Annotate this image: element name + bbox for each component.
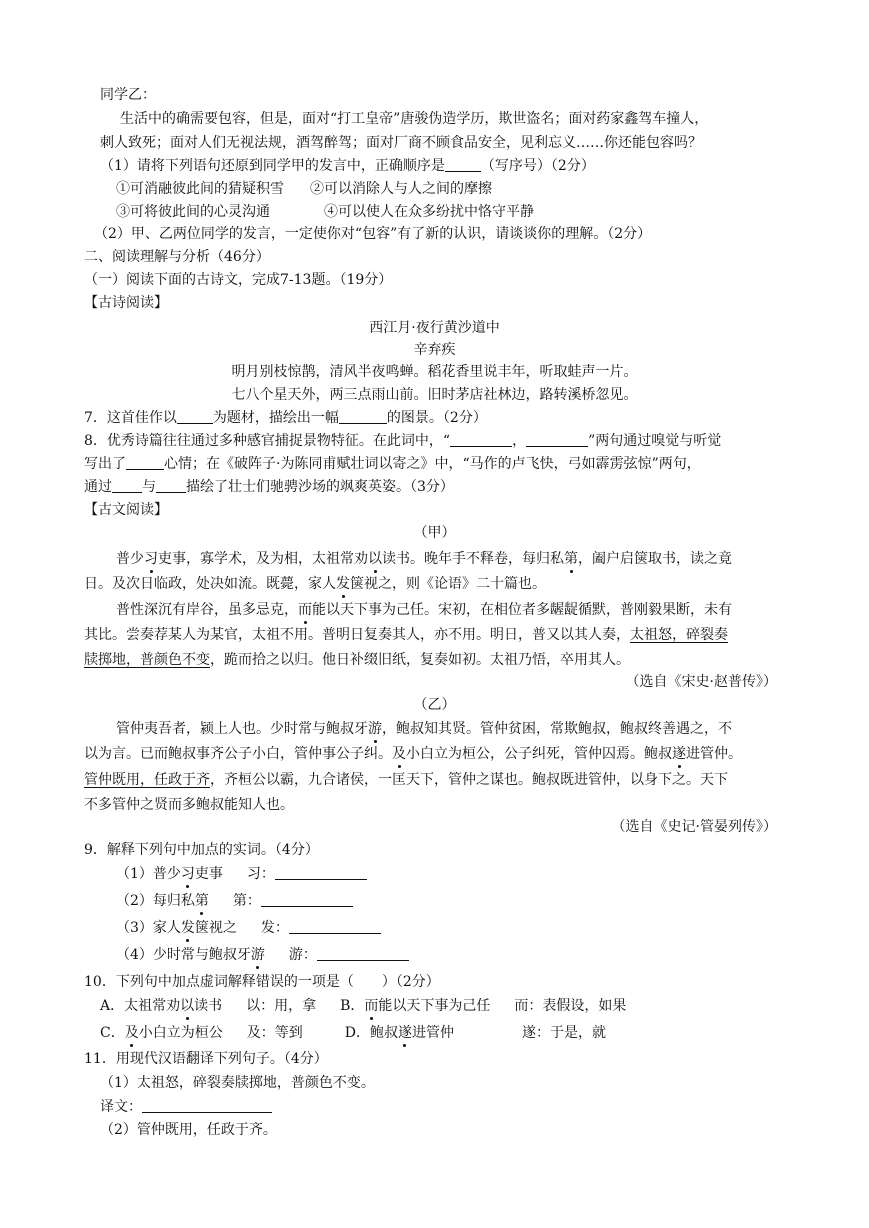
question-item: （3）家人发箧视之 发： bbox=[116, 919, 381, 937]
question-line: 11．用现代汉语翻译下列句子。（4分） bbox=[84, 1051, 328, 1067]
passage-line: 牍掷地，普颜色不变，跪而拾之以归。他日补缀旧纸，复奏如初。太祖乃悟，卒用其人。 bbox=[84, 652, 630, 668]
answer-blank[interactable] bbox=[261, 892, 353, 907]
poem-title: 西江月·夜行黄沙道中 bbox=[369, 320, 500, 336]
option-line: ①可消融彼此间的猜疑积雪 ②可以消除人与人之间的摩擦 bbox=[116, 181, 492, 197]
question-item: （2）管仲既用，任政于齐。 bbox=[100, 1122, 277, 1138]
answer-blank[interactable] bbox=[526, 432, 588, 447]
answer-blank[interactable] bbox=[177, 409, 213, 424]
speaker-label: 同学乙： bbox=[100, 87, 156, 103]
question-line: 8．优秀诗篇往往通过多种感官捕捉景物特征。在此词中，“ ， ”两句通过嗅觉与听觉 bbox=[84, 433, 722, 449]
passage-line: 普性深沉有岸谷，虽多忌克，而能以天下事为己任。宋初，在相位者多龌龊循默，普刚毅果断，未有 bbox=[116, 602, 732, 618]
dotted-char: 游 bbox=[368, 721, 382, 737]
dotted-char: 习 bbox=[144, 551, 158, 567]
source-note: （选自《史记·管晏列传》） bbox=[611, 819, 777, 835]
passage-line: 以为言。已而鲍叔事齐公子小白，管仲事公子纠。及小白立为桓公，公子纠死，管仲囚焉。鲍叔遂进管仲。 bbox=[84, 746, 742, 762]
question-line: 10．下列句中加点虚词解释错误的一项是（ ）（2分） bbox=[84, 974, 440, 990]
poem-line: 明月别枝惊鹊，清风半夜鸣蝉。稻花香里说丰年，听取蛙声一片。 bbox=[231, 364, 638, 380]
answer-blank[interactable] bbox=[450, 432, 512, 447]
dotted-char: 及 bbox=[124, 1025, 139, 1041]
answer-blank[interactable] bbox=[339, 409, 387, 424]
dotted-char: 遂 bbox=[672, 746, 686, 762]
dotted-char: 发 bbox=[180, 920, 195, 936]
passage-line: 管仲既用，任政于齐，齐桓公以霸，九合诸侯，一匡天下，管仲之谋也。鲍叔既进管仲，以身下之。天下 bbox=[84, 772, 728, 788]
question-item: （1）太祖怒，碎裂奏牍掷地，普颜色不变。 bbox=[100, 1075, 375, 1091]
passage-line: 日。及次日临政，处决如流。既薨，家人发箧视之，则《论语》二十篇也。 bbox=[84, 576, 546, 592]
answer-blank[interactable] bbox=[126, 455, 164, 470]
answer-blank[interactable] bbox=[445, 157, 481, 172]
question-line: 通过 与 描绘了壮士们驰骋沙场的飒爽英姿。（3分） bbox=[84, 479, 454, 495]
dotted-char: 遂 bbox=[397, 1025, 412, 1041]
dotted-char: 以 bbox=[180, 998, 195, 1014]
answer-blank[interactable] bbox=[112, 478, 142, 493]
section-heading: 【古诗阅读】 bbox=[84, 295, 168, 311]
passage-line: 不多管仲之贤而多鲍叔能知人也。 bbox=[84, 797, 294, 813]
passage-line: 普少习吏事，寡学术，及为相，太祖常劝以读书。晚年手不释卷，每归私第，阖户启箧取书，读之竟 bbox=[116, 551, 732, 567]
underlined-sentence: 管仲既用，任政于齐 bbox=[84, 772, 210, 788]
question-line: （2）甲、乙两位同学的发言，一定使你对“包容”有了新的认识，请谈谈你的理解。（2分） bbox=[94, 226, 652, 242]
dotted-char: 发 bbox=[336, 576, 350, 592]
dotted-char: 而 bbox=[364, 998, 379, 1014]
answer-line: 译文： bbox=[100, 1098, 272, 1116]
text-line: 生活中的确需要包容，但是，面对“打工皇帝”唐骏伪造学历，欺世盗名；面对药家鑫驾车撞人， bbox=[120, 111, 709, 127]
choice-line: A．太祖常劝以读书 以：用，拿 B．而能以天下事为己任 而：表假设，如果 bbox=[100, 998, 627, 1014]
source-note: （选自《宋史·赵普传》） bbox=[625, 674, 777, 690]
poem-line: 七八个星天外，两三点雨山前。旧时茅店社林边，路转溪桥忽见。 bbox=[231, 387, 638, 403]
dotted-char: 游 bbox=[250, 947, 265, 963]
choice-line: C．及小白立为桓公 及：等到 D．鲍叔遂进管仲 遂：于是，就 bbox=[100, 1025, 606, 1041]
answer-blank[interactable] bbox=[289, 919, 381, 934]
dotted-char: 以 bbox=[368, 551, 382, 567]
question-line: 9．解释下列句中加点的实词。（4分） bbox=[84, 842, 319, 858]
answer-blank[interactable] bbox=[156, 478, 186, 493]
question-item: （4）少时常与鲍叔牙游 游： bbox=[116, 946, 409, 964]
question-item: （1）普少习吏事 习： bbox=[116, 865, 367, 883]
question-item: （2）每归私第 第： bbox=[116, 892, 353, 910]
answer-blank[interactable] bbox=[317, 946, 409, 961]
dotted-char: 第 bbox=[194, 893, 209, 909]
answer-blank[interactable] bbox=[142, 1098, 272, 1113]
passage-label: （甲） bbox=[413, 525, 456, 541]
question-line: 7．这首佳作以 为题材，描绘出一幅 的图景。（2分） bbox=[84, 410, 487, 426]
dotted-char: 及 bbox=[392, 746, 406, 762]
passage-label: （乙） bbox=[413, 697, 456, 713]
underlined-sentence: 太祖怒，碎裂奏 bbox=[630, 627, 728, 643]
section-heading: 【古文阅读】 bbox=[84, 502, 168, 518]
passage-line: 管仲夷吾者，颍上人也。少时常与鲍叔牙游，鲍叔知其贤。管仲贫困，常欺鲍叔，鲍叔终善遇之，不 bbox=[116, 721, 732, 737]
underlined-sentence: 牍掷地，普颜色不变 bbox=[84, 652, 210, 668]
passage-line: 其比。尝奏荐某人为某官，太祖不用。普明日复奏其人，亦不用。明日，普又以其人奏，太祖怒，碎裂奏 bbox=[84, 627, 728, 643]
text-line: 刺人致死；面对人们无视法规，酒驾醉驾；面对厂商不顾食品安全，见利忘义……你还能包容吗？ bbox=[100, 135, 702, 151]
section-heading: （一）阅读下面的古诗文，完成7-13题。（19分） bbox=[84, 272, 393, 288]
option-line: ③可将彼此间的心灵沟通 ④可以使人在众多纷扰中恪守平静 bbox=[116, 204, 534, 220]
section-heading: 二、阅读理解与分析（46分） bbox=[84, 249, 270, 265]
question-line: （1）请将下列语句还原到同学甲的发言中，正确顺序是 （写序号）（2分） bbox=[100, 158, 595, 174]
question-line: 写出了 心情；在《破阵子·为陈同甫赋壮词以寄之》中，“马作的卢飞快，弓如霹雳弦惊”两句， bbox=[84, 456, 701, 472]
dotted-char: 第 bbox=[564, 551, 578, 567]
dotted-char: 习 bbox=[180, 866, 195, 882]
answer-blank[interactable] bbox=[275, 865, 367, 880]
dotted-char: 而 bbox=[298, 602, 312, 618]
poem-author: 辛弃疾 bbox=[413, 342, 456, 358]
